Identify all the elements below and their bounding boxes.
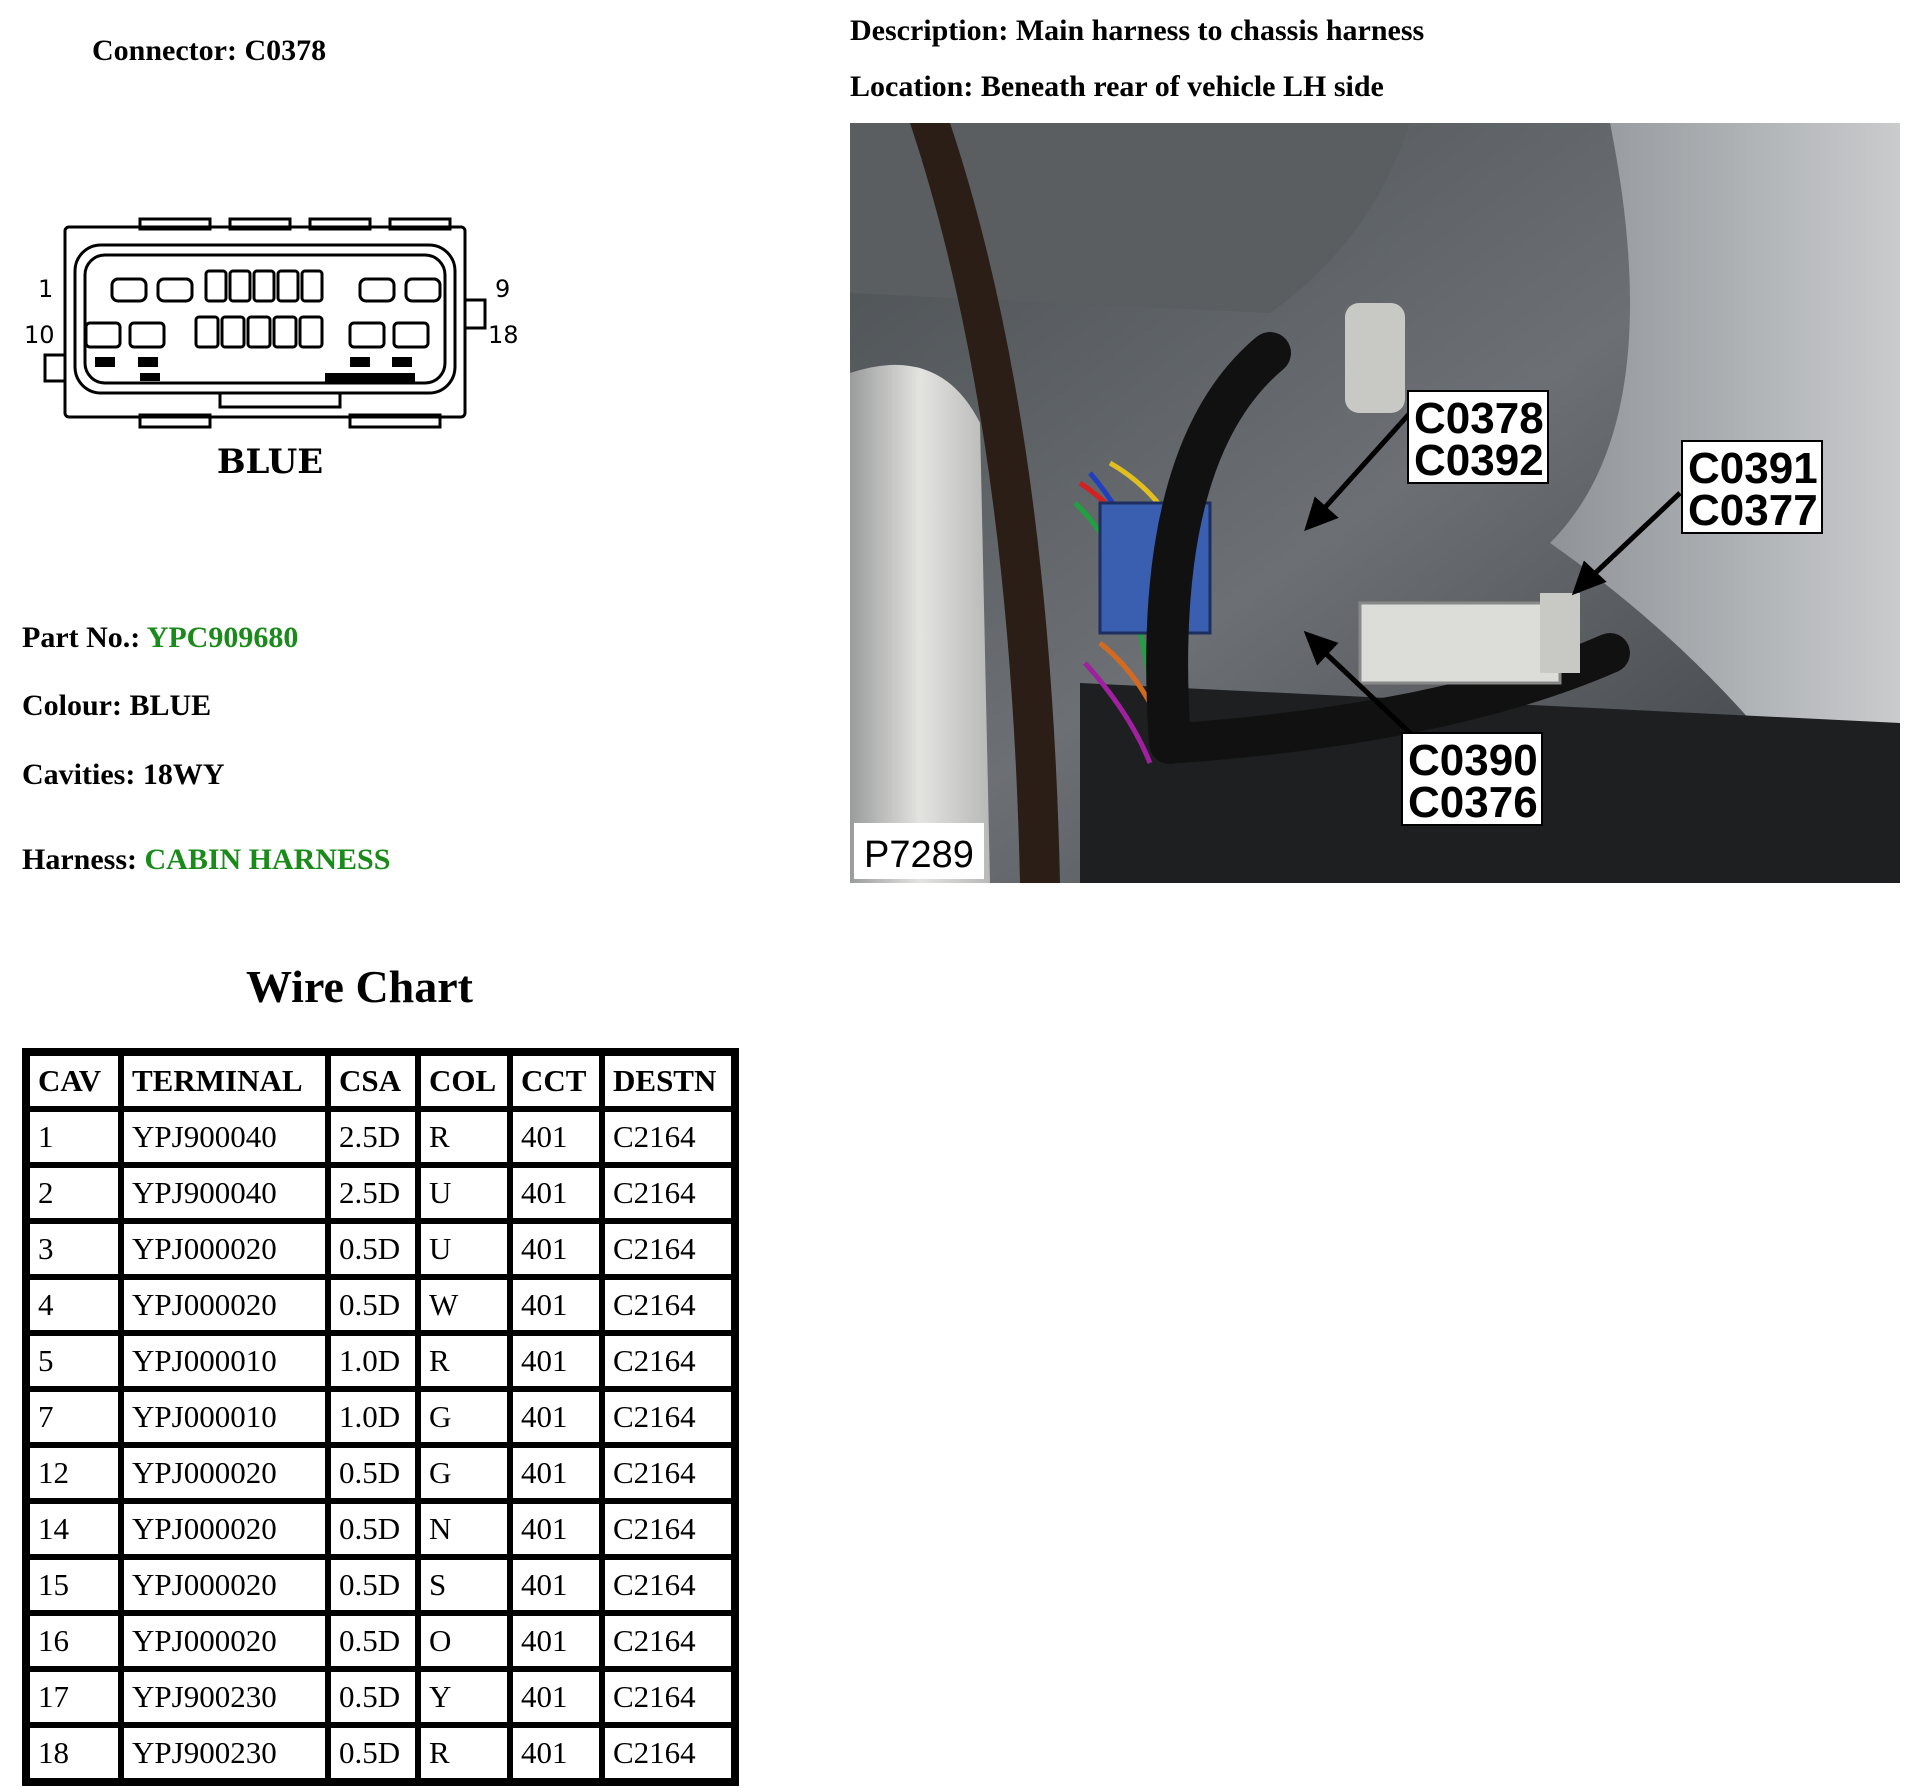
table-row [27, 1165, 734, 1221]
cell-cct: 401 [510, 1109, 602, 1165]
colour-label: Colour: [22, 689, 122, 722]
connector-face-diagram [20, 215, 540, 485]
cell-col: R [418, 1725, 510, 1781]
cell-cav: 4 [27, 1277, 121, 1333]
cell-terminal: YPJ900040 [121, 1109, 328, 1165]
cell-col: W [418, 1277, 510, 1333]
photo-callout-c0391: C0391 [1688, 444, 1818, 493]
harness-value: CABIN HARNESS [144, 843, 391, 876]
part-number-value: YPC909680 [146, 621, 299, 654]
table-row [27, 1669, 734, 1725]
connector-inner-body [75, 245, 455, 393]
photo-reference: P7289 [864, 834, 974, 876]
cell-destn: C2164 [602, 1445, 734, 1501]
cell-csa: 0.5D [328, 1613, 418, 1669]
cell-col: N [418, 1501, 510, 1557]
pin-label-9: 9 [495, 275, 511, 303]
cell-cct: 401 [510, 1389, 602, 1445]
cell-csa: 0.5D [328, 1277, 418, 1333]
cavities-line [22, 758, 224, 792]
cell-cct: 401 [510, 1557, 602, 1613]
cell-csa: 0.5D [328, 1221, 418, 1277]
cell-cav: 5 [27, 1333, 121, 1389]
cell-cav: 18 [27, 1725, 121, 1781]
cell-cct: 401 [510, 1445, 602, 1501]
location-photo [850, 123, 1900, 883]
cell-terminal: YPJ900230 [121, 1725, 328, 1781]
cell-destn: C2164 [602, 1165, 734, 1221]
harness-line [22, 843, 390, 877]
cell-destn: C2164 [602, 1613, 734, 1669]
cell-terminal: YPJ000020 [121, 1277, 328, 1333]
cell-destn: C2164 [602, 1557, 734, 1613]
photo-callout-c0392: C0392 [1414, 436, 1544, 485]
cell-csa: 1.0D [328, 1389, 418, 1445]
connector-label: Connector: [92, 34, 237, 67]
table-row [27, 1333, 734, 1389]
cell-terminal: YPJ000020 [121, 1445, 328, 1501]
harness-label: Harness: [22, 843, 137, 876]
photo-callout-c0377: C0377 [1688, 486, 1818, 535]
cell-csa: 2.5D [328, 1165, 418, 1221]
cell-terminal: YPJ000020 [121, 1557, 328, 1613]
cell-col: R [418, 1109, 510, 1165]
pin-label-10: 10 [24, 321, 55, 349]
pin-label-18: 18 [488, 321, 519, 349]
colour-line [22, 689, 211, 723]
table-row [27, 1109, 734, 1165]
cell-cav: 7 [27, 1389, 121, 1445]
cell-col: O [418, 1613, 510, 1669]
cell-cav: 1 [27, 1109, 121, 1165]
cell-col: U [418, 1165, 510, 1221]
cell-csa: 0.5D [328, 1501, 418, 1557]
cell-terminal: YPJ000010 [121, 1333, 328, 1389]
table-row [27, 1389, 734, 1445]
cell-cct: 401 [510, 1725, 602, 1781]
cell-cav: 16 [27, 1613, 121, 1669]
cell-destn: C2164 [602, 1277, 734, 1333]
cell-terminal: YPJ000020 [121, 1221, 328, 1277]
cell-csa: 0.5D [328, 1669, 418, 1725]
cell-cav: 3 [27, 1221, 121, 1277]
cell-cct: 401 [510, 1277, 602, 1333]
cavities-value: 18WY [142, 758, 225, 791]
cell-cav: 15 [27, 1557, 121, 1613]
cell-cct: 401 [510, 1501, 602, 1557]
wire-chart-title: Wire Chart [246, 961, 473, 1012]
part-number-line [22, 621, 298, 655]
cell-cct: 401 [510, 1669, 602, 1725]
wire-chart-table [22, 1048, 739, 1786]
cell-csa: 0.5D [328, 1725, 418, 1781]
description-value: Main harness to chassis harness [1015, 14, 1425, 47]
cell-cav: 14 [27, 1501, 121, 1557]
description-label: Description: [850, 14, 1009, 47]
cell-cct: 401 [510, 1333, 602, 1389]
cell-cav: 17 [27, 1669, 121, 1725]
cell-col: G [418, 1389, 510, 1445]
photo-callout-c0378: C0378 [1414, 394, 1544, 443]
cell-cct: 401 [510, 1613, 602, 1669]
cell-csa: 1.0D [328, 1333, 418, 1389]
photo-callout-c0376: C0376 [1408, 778, 1538, 827]
cell-col: U [418, 1221, 510, 1277]
table-row [27, 1613, 734, 1669]
header-terminal: TERMINAL [121, 1053, 328, 1109]
cell-csa: 2.5D [328, 1109, 418, 1165]
location-line [850, 70, 1384, 104]
connector-colour-label: BLUE [216, 442, 324, 482]
pin-label-1: 1 [38, 275, 54, 303]
cell-cav: 2 [27, 1165, 121, 1221]
header-col: COL [418, 1053, 510, 1109]
cell-terminal: YPJ000020 [121, 1613, 328, 1669]
connector-heading [92, 34, 326, 68]
cell-col: R [418, 1333, 510, 1389]
table-row [27, 1725, 734, 1781]
location-label: Location: [850, 70, 974, 103]
connector-value: C0378 [244, 34, 327, 67]
photo-callout-c0390: C0390 [1408, 736, 1538, 785]
cell-destn: C2164 [602, 1221, 734, 1277]
cell-destn: C2164 [602, 1333, 734, 1389]
cell-terminal: YPJ900230 [121, 1669, 328, 1725]
cell-cct: 401 [510, 1165, 602, 1221]
table-row [27, 1445, 734, 1501]
wire-chart-header-row [27, 1053, 734, 1109]
cell-destn: C2164 [602, 1501, 734, 1557]
cell-csa: 0.5D [328, 1557, 418, 1613]
cell-destn: C2164 [602, 1109, 734, 1165]
cell-destn: C2164 [602, 1725, 734, 1781]
header-cct: CCT [510, 1053, 602, 1109]
cell-col: G [418, 1445, 510, 1501]
cell-cav: 12 [27, 1445, 121, 1501]
cavities-label: Cavities: [22, 758, 136, 791]
cell-terminal: YPJ900040 [121, 1165, 328, 1221]
header-destn: DESTN [602, 1053, 734, 1109]
cell-csa: 0.5D [328, 1445, 418, 1501]
header-csa: CSA [328, 1053, 418, 1109]
cell-terminal: YPJ000010 [121, 1389, 328, 1445]
cell-destn: C2164 [602, 1669, 734, 1725]
cell-col: S [418, 1557, 510, 1613]
part-number-label: Part No.: [22, 621, 141, 654]
location-value: Beneath rear of vehicle LH side [980, 70, 1384, 103]
header-cav: CAV [27, 1053, 121, 1109]
table-row [27, 1277, 734, 1333]
cell-col: Y [418, 1669, 510, 1725]
colour-value: BLUE [129, 689, 212, 722]
cell-destn: C2164 [602, 1389, 734, 1445]
table-row [27, 1557, 734, 1613]
table-row [27, 1221, 734, 1277]
cell-cct: 401 [510, 1221, 602, 1277]
table-row [27, 1501, 734, 1557]
description-line [850, 14, 1424, 48]
cell-terminal: YPJ000020 [121, 1501, 328, 1557]
